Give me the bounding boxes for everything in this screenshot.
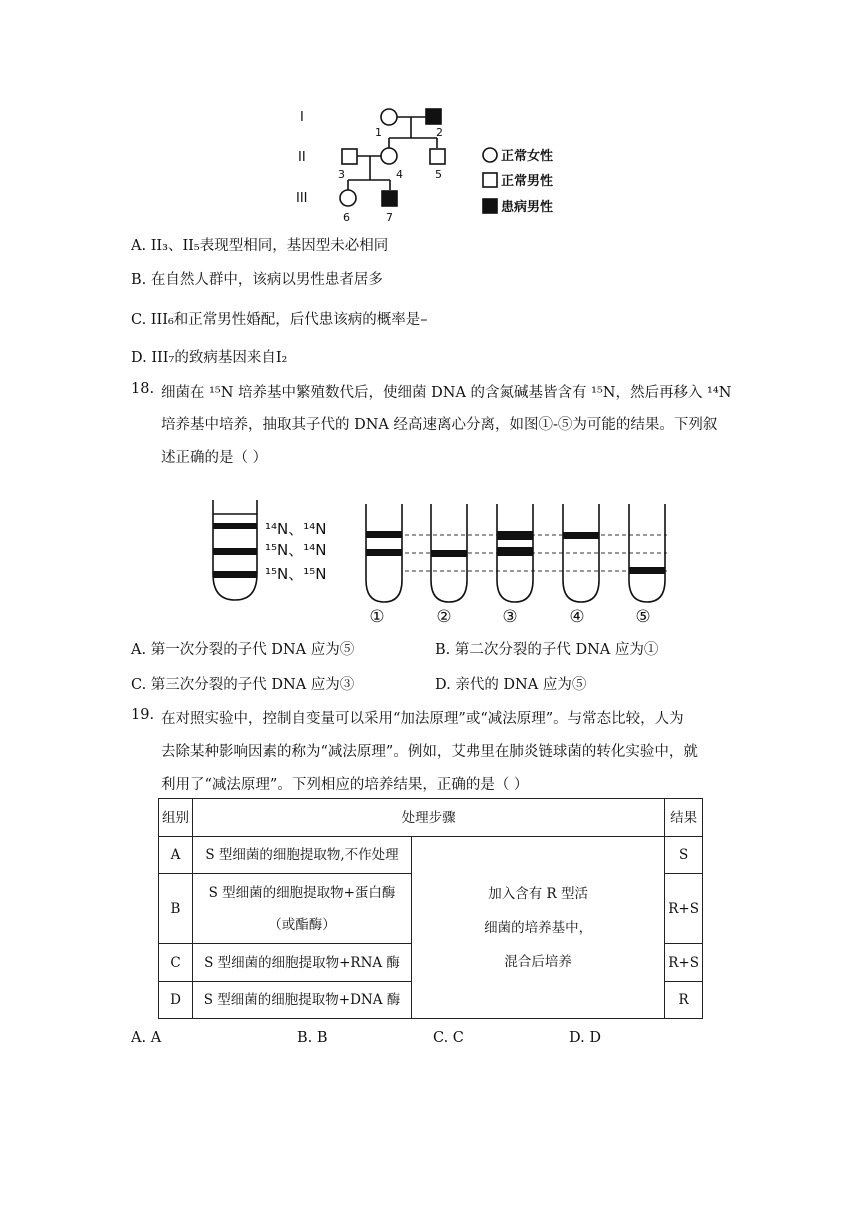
- q17-option-d: D. III₇的致病基因来自I₂: [131, 350, 288, 366]
- individual-7: [382, 191, 397, 206]
- q18-stem-line: 细菌在 ¹⁵N 培养基中繁殖数代后，使细菌 DNA 的含氮碱基皆含有 ¹⁵N，然后再移入 ¹⁴N: [161, 385, 732, 401]
- table-row: [159, 837, 703, 874]
- band-label: ¹⁵N、¹⁵N: [265, 565, 327, 583]
- band-14n-14n: [213, 523, 257, 529]
- individual-number: 4: [396, 168, 403, 181]
- q19-number: 19.: [131, 707, 155, 723]
- step-line: （或酯酶）: [268, 916, 336, 933]
- q19-option-b: B. B: [297, 1030, 328, 1046]
- result-cell: R+S: [665, 944, 703, 982]
- legend-label: 正常男性: [501, 174, 554, 189]
- individual-number: 1: [375, 126, 382, 139]
- q19-stem-line: 利用了“减法原理”。下列相应的培养结果，正确的是（ ）: [161, 777, 529, 793]
- legend-label: 患病男性: [501, 200, 554, 215]
- legend-female-icon: [483, 148, 497, 162]
- step-cell: S 型细菌的细胞提取物+RNA 酶: [193, 944, 412, 982]
- result-cell: S: [665, 837, 703, 874]
- individual-number: 7: [386, 211, 393, 224]
- q17-option-a: A. II₃、II₅表现型相同，基因型未必相同: [131, 238, 389, 254]
- q18-option-d: D. 亲代的 DNA 应为⑤: [435, 677, 587, 693]
- tube-label: ④: [569, 607, 585, 627]
- q18-stem-line: 培养基中培养，抽取其子代的 DNA 经高速离心分离，如图①-⑤为可能的结果。下列叙: [161, 417, 718, 433]
- tube-label: ②: [436, 607, 452, 627]
- step-cell: S 型细菌的细胞提取物,不作处理: [193, 837, 412, 874]
- legend-label: 正常女性: [501, 149, 554, 164]
- shared-step-line: 混合后培养: [504, 953, 572, 970]
- table-header: 结果: [665, 799, 703, 837]
- table-header: 处理步骤: [193, 799, 665, 837]
- tube1-band: [366, 549, 402, 556]
- tube2-band: [431, 550, 467, 557]
- experiment-table: [158, 798, 703, 1019]
- generation-label: I: [300, 110, 304, 125]
- q17-option-c: C. III₆和正常男性婚配，后代患该病的概率是–: [131, 312, 428, 328]
- q18-option-b: B. 第二次分裂的子代 DNA 应为①: [435, 642, 659, 658]
- q18-stem-line: 述正确的是（ ）: [161, 450, 268, 466]
- step-line: S 型细菌的细胞提取物+蛋白酶: [208, 884, 396, 901]
- shared-step-line: 细菌的培养基中，: [484, 919, 593, 936]
- q19-option-c: C. C: [433, 1030, 464, 1046]
- band-15n-14n: [213, 548, 257, 555]
- generation-label: III: [296, 191, 308, 206]
- individual-1: [381, 109, 397, 125]
- individual-4: [381, 148, 397, 164]
- tube3-band: [497, 547, 533, 556]
- individual-number: 2: [436, 126, 443, 139]
- band-15n-15n: [213, 571, 257, 578]
- band-label: ¹⁴N、¹⁴N: [265, 520, 327, 538]
- individual-5: [430, 149, 445, 164]
- table-header: 组别: [159, 799, 193, 837]
- group-cell: A: [159, 837, 193, 874]
- individual-number: 6: [343, 211, 350, 224]
- q19-stem-line: 去除某种影响因素的称为“减法原理”。例如，艾弗里在肺炎链球菌的转化实验中，就: [161, 744, 698, 760]
- pedigree-figure: [290, 98, 580, 228]
- q19-stem-line: 在对照实验中，控制自变量可以采用“加法原理”或“减法原理”。与常态比较，人为: [161, 711, 684, 727]
- tube-label: ①: [369, 607, 385, 627]
- q19-option-d: D. D: [569, 1030, 601, 1046]
- step-cell: S 型细菌的细胞提取物+DNA 酶: [193, 982, 412, 1019]
- q18-number: 18.: [131, 381, 155, 397]
- tube3-band: [497, 531, 533, 540]
- individual-2: [426, 109, 441, 124]
- tube-label: ⑤: [635, 607, 651, 627]
- band-label: ¹⁵N、¹⁴N: [265, 541, 327, 559]
- individual-6: [340, 190, 356, 206]
- legend-affected-male-icon: [483, 199, 497, 213]
- individual-number: 5: [435, 168, 442, 181]
- group-cell: D: [159, 982, 193, 1019]
- q17-option-b: B. 在自然人群中，该病以男性患者居多: [131, 272, 383, 288]
- tube-label: ③: [502, 607, 518, 627]
- q18-option-c: C. 第三次分裂的子代 DNA 应为③: [131, 677, 355, 693]
- group-cell: C: [159, 944, 193, 982]
- individual-number: 3: [338, 168, 345, 181]
- step-cell: [193, 874, 412, 944]
- q18-option-a: A. 第一次分裂的子代 DNA 应为⑤: [131, 642, 355, 658]
- result-cell: R+S: [665, 874, 703, 944]
- tube1-band: [366, 531, 402, 538]
- shared-step-cell: [412, 837, 665, 1019]
- centrifuge-figure: [205, 494, 680, 628]
- tube5-band: [629, 567, 665, 574]
- legend-male-icon: [483, 173, 497, 187]
- tube4-band: [563, 532, 599, 539]
- individual-3: [342, 149, 357, 164]
- group-cell: B: [159, 874, 193, 944]
- result-cell: R: [665, 982, 703, 1019]
- generation-label: II: [298, 150, 306, 165]
- shared-step-line: 加入含有 R 型活: [488, 885, 588, 902]
- q19-option-a: A. A: [131, 1030, 162, 1046]
